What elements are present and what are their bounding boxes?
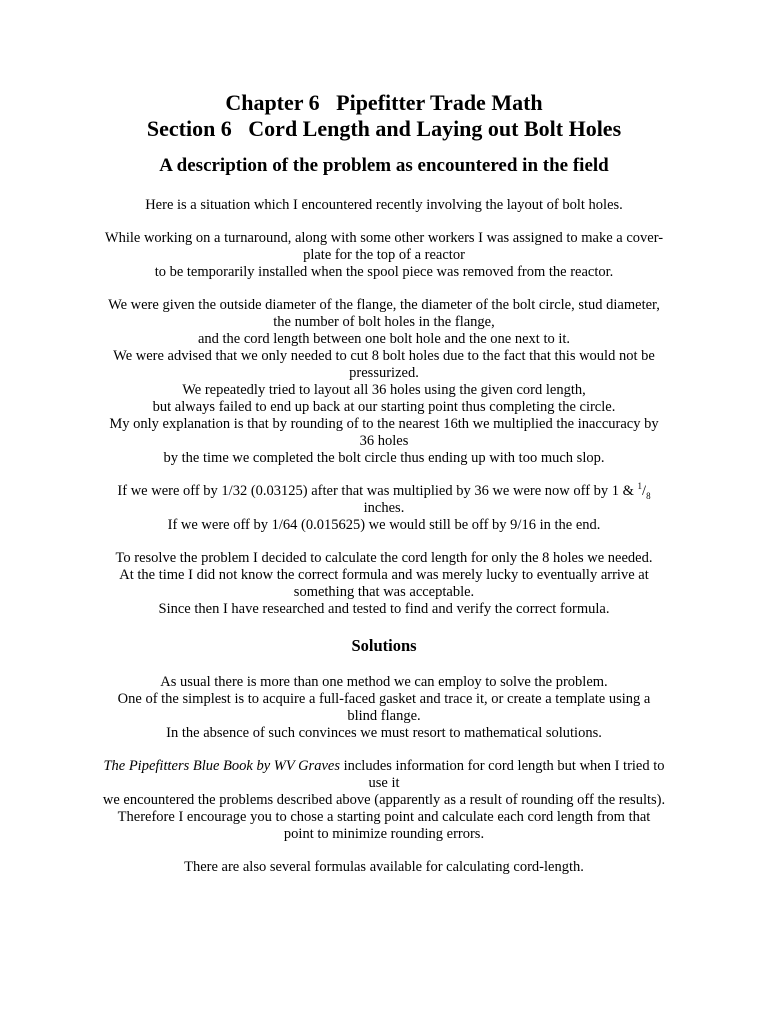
text-line: My only explanation is that by rounding of to the nearest 16th we multiplied the inaccuracy by bbox=[109, 416, 659, 432]
intro-paragraph-1 bbox=[88, 197, 680, 214]
text-line: use it bbox=[368, 775, 400, 791]
section-title: Section 6 Cord Length and Laying out Bolt Holes bbox=[146, 116, 622, 141]
solutions-paragraph-2 bbox=[88, 758, 680, 843]
text-line bbox=[88, 758, 680, 775]
text-line: One of the simplest is to acquire a full-faced gasket and trace it, or create a template using a bbox=[117, 691, 651, 707]
fraction-denominator: 8 bbox=[646, 490, 651, 501]
page-subtitle: A description of the problem as encountered in the field bbox=[159, 155, 609, 176]
text-line: to be temporarily installed when the spool piece was removed from the reactor. bbox=[154, 264, 614, 280]
text-run: includes information for cord length but when I tried to bbox=[339, 758, 665, 774]
solutions-heading: Solutions bbox=[351, 636, 417, 655]
text-line: As usual there is more than one method we can employ to solve the problem. bbox=[160, 674, 608, 690]
text-line: We were given the outside diameter of the flange, the diameter of the bolt circle, stud diameter, bbox=[108, 297, 660, 313]
text-line: Here is a situation which I encountered recently involving the layout of bolt holes. bbox=[145, 197, 623, 213]
intro-paragraph-4 bbox=[88, 483, 680, 534]
chapter-title: Chapter 6 Pipefitter Trade Math bbox=[225, 90, 543, 115]
text-line: we encountered the problems described above (apparently as a result of rounding off the results). bbox=[102, 792, 666, 808]
text-line: To resolve the problem I decided to calculate the cord length for only the 8 holes we needed. bbox=[115, 550, 653, 566]
text-line: If we were off by 1/64 (0.015625) we would still be off by 9/16 in the end. bbox=[167, 517, 601, 533]
title-block bbox=[88, 0, 680, 178]
text-line: by the time we completed the bolt circle thus ending up with too much slop. bbox=[163, 450, 605, 466]
text-line: but always failed to end up back at our starting point thus completing the circle. bbox=[152, 399, 616, 415]
text-line: and the cord length between one bolt hole and the one next to it. bbox=[197, 331, 571, 347]
text-line: the number of bolt holes in the flange, bbox=[273, 314, 495, 330]
fraction-slash: / bbox=[642, 483, 647, 499]
text-line: point to minimize rounding errors. bbox=[283, 826, 485, 842]
text-line: At the time I did not know the correct formula and was merely lucky to eventually arrive at bbox=[119, 567, 649, 583]
text-line: We were advised that we only needed to cut 8 bolt holes due to the fact that this would not be bbox=[113, 348, 655, 364]
solutions-paragraph-3 bbox=[88, 859, 680, 876]
text-line: Therefore I encourage you to chose a starting point and calculate each cord length from that bbox=[117, 809, 651, 825]
text-line: blind flange. bbox=[347, 708, 421, 724]
text-run: If we were off by 1/32 (0.03125) after that was multiplied by 36 we were now off by 1 & bbox=[117, 483, 638, 499]
text-line: We repeatedly tried to layout all 36 holes using the given cord length, bbox=[182, 382, 586, 398]
intro-paragraph-3 bbox=[88, 297, 680, 467]
text-line: In the absence of such convinces we must resort to mathematical solutions. bbox=[166, 725, 602, 741]
solutions-paragraph-1 bbox=[88, 674, 680, 742]
text-line: 36 holes bbox=[359, 433, 409, 449]
fraction-numerator: 1 bbox=[637, 481, 643, 492]
text-line: something that was acceptable. bbox=[293, 584, 475, 600]
text-line: pressurized. bbox=[349, 365, 419, 381]
intro-paragraph-5 bbox=[88, 550, 680, 618]
intro-paragraph-2 bbox=[88, 230, 680, 281]
text-line: Since then I have researched and tested to find and verify the correct formula. bbox=[158, 601, 610, 617]
text-line: inches. bbox=[363, 500, 405, 516]
text-line: plate for the top of a reactor bbox=[303, 247, 465, 263]
book-title: The Pipefitters Blue Book by WV Graves bbox=[103, 758, 340, 774]
text-line bbox=[88, 483, 680, 500]
text-line: While working on a turnaround, along with some other workers I was assigned to make a cover- bbox=[104, 230, 664, 246]
text-line: There are also several formulas available for calculating cord-length. bbox=[184, 859, 584, 875]
